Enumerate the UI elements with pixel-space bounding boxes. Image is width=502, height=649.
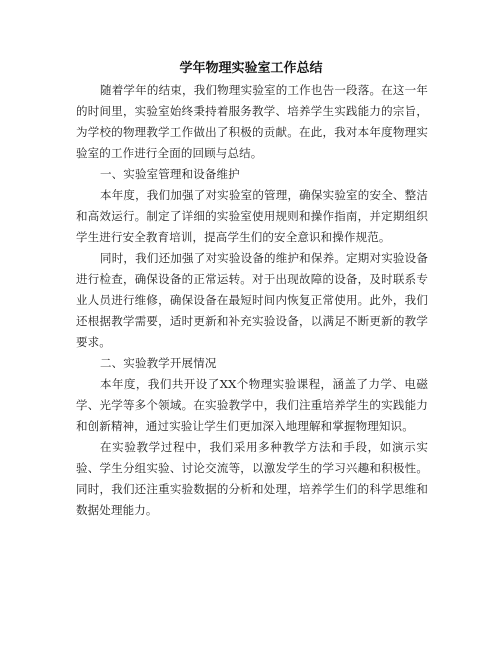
document-title: 学年物理实验室工作总结: [179, 61, 323, 76]
section-1-heading: 一、实验室管理和设备维护: [100, 167, 240, 181]
intro-paragraph: 随着学年的结束，我们物理实验室的工作也告一段落。在这一年的时间里，实验室始终秉持着服务教学、培养学生实践能力的宗旨，为学校的物理教学工作做出了积极的贡献。在此，我对本年度物理实验室的工作进行全面的回顾与总结。: [76, 83, 428, 160]
document-body: [76, 80, 428, 521]
section-1-paragraph-1: 本年度，我们加强了对实验室的管理，确保实验室的安全、整洁和高效运行。制定了详细的实验室使用规则和操作指南，并定期组织学生进行安全教育培训，提高学生们的安全意识和操作规范。: [76, 188, 428, 244]
section-2-paragraph-1: 本年度，我们共开设了XX个物理实验课程，涵盖了力学、电磁学、光学等多个领域。在实验教学中，我们注重培养学生的实践能力和创新精神，通过实验让学生们更加深入地理解和掌握物理知识。: [76, 377, 428, 433]
section-2-paragraph-2: 在实验教学过程中，我们采用多种教学方法和手段，如演示实验、学生分组实验、讨论交流等，以激发学生的学习兴趣和积极性。同时，我们还注重实验数据的分析和处理，培养学生们的科学思维和数据处理能力。: [76, 440, 428, 517]
section-1-paragraph-2: 同时，我们还加强了对实验设备的维护和保养。定期对实验设备进行检查，确保设备的正常运转。对于出现故障的设备，及时联系专业人员进行维修，确保设备在最短时间内恢复正常使用。此外，我们还根据教学需要，适时更新和补充实验设备，以满足不断更新的教学要求。: [76, 251, 428, 349]
section-2-heading: 二、实验教学开展情况: [100, 356, 217, 370]
